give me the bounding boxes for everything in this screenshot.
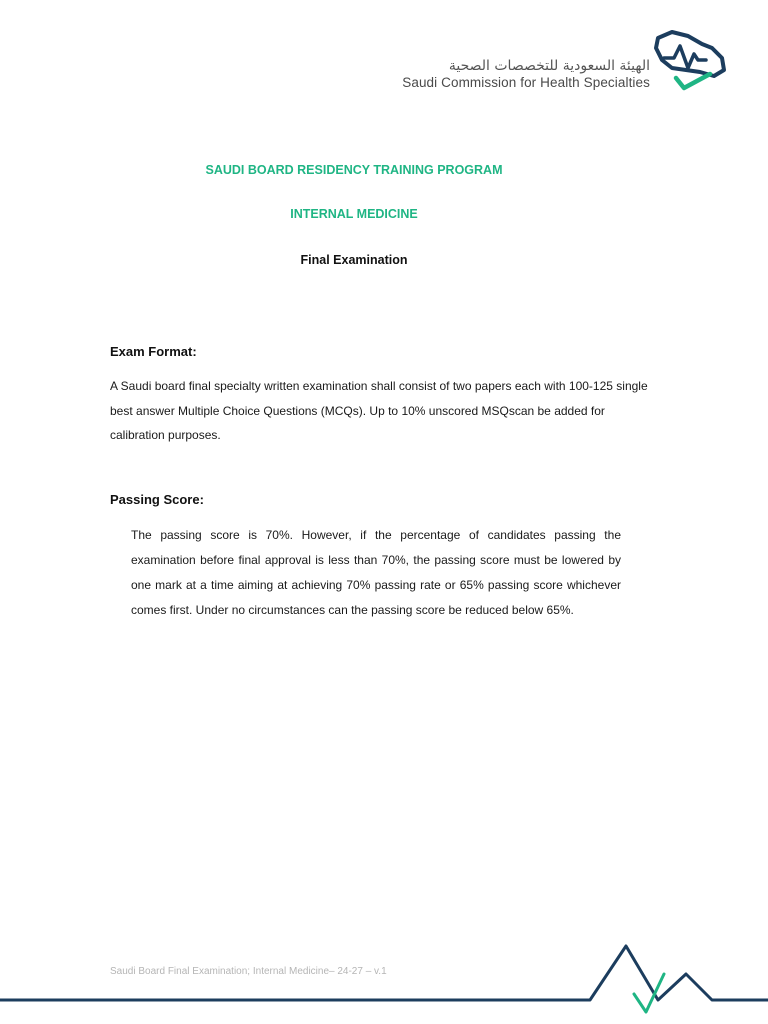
exam-format-heading: Exam Format: xyxy=(110,344,197,359)
specialty-title: INTERNAL MEDICINE xyxy=(290,207,418,221)
passing-score-text: The passing score is 70%. However, if the percentage of candidates passing the examination before final approval is less than 70%, the passing score must be lowered by one mark at a time aiming at achieving 70% passing rate or 65% passing score whichever comes first. Under no circumstances can the passing score be reduced below 65%. xyxy=(131,528,621,617)
exam-title: Final Examination xyxy=(300,253,408,267)
footer-wave-decoration xyxy=(0,930,768,1024)
header-logo xyxy=(0,0,768,110)
map-heartbeat-logo-icon xyxy=(650,28,728,94)
program-title: SAUDI BOARD RESIDENCY TRAINING PROGRAM xyxy=(205,163,503,177)
org-name-arabic: الهيئة السعودية للتخصصات الصحية xyxy=(448,58,650,74)
footer-caption: Saudi Board Final Examination; Internal Medicine– 24-27 – v.1 xyxy=(110,966,387,977)
exam-format-text: A Saudi board final specialty written examination shall consist of two papers each with 100-125 single best answer Multiple Choice Questions (MCQs). Up to 10% unscored MSQscan be added for calibration purposes. xyxy=(110,379,648,442)
passing-score-heading: Passing Score: xyxy=(110,492,204,507)
org-name-english: Saudi Commission for Health Specialties xyxy=(402,75,650,90)
